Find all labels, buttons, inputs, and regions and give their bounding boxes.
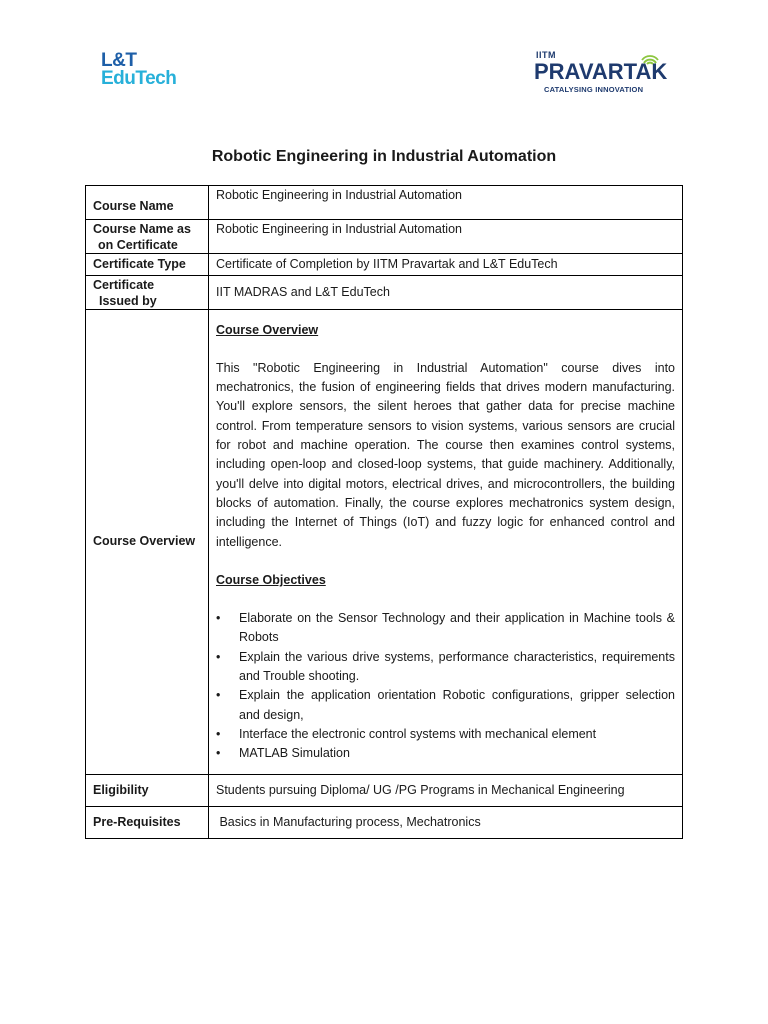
certificate-type-label: Certificate Type [86,254,209,276]
course-name-label: Course Name [86,186,209,220]
certificate-type-value: Certificate of Completion by IITM Pravartak and L&T EduTech [209,254,683,276]
certificate-issuer-label [86,276,209,310]
list-item: • Explain the various drive systems, performance characteristics, requirements and Trouble shooting. [216,649,675,683]
list-item: • Explain the application orientation Robotic configurations, gripper selection and design, [216,688,675,722]
list-item: • MATLAB Simulation [216,746,350,761]
objective-text: Interface the electronic control systems with mechanical element [239,726,597,741]
objective-text: Explain the application orientation Robotic configurations, gripper selection and design, [239,688,675,722]
page-title: Robotic Engineering in Industrial Automation [211,148,557,165]
overview-label: Course Overview [86,310,209,775]
table-row [86,254,683,276]
signal-icon [641,52,659,68]
overview-heading: Course Overview [216,322,319,337]
table-row [86,775,683,807]
objectives-heading: Course Objectives [216,572,326,587]
iitm-logo-big: PRAVARTAK [534,59,668,84]
objective-text: MATLAB Simulation [239,746,350,761]
lt-edutech-logo [101,52,176,88]
table-row [86,186,683,220]
eligibility-label: Eligibility [86,775,209,807]
table-row [86,220,683,254]
certificate-name-value: Robotic Engineering in Industrial Automation [209,220,683,254]
course-name-value: Robotic Engineering in Industrial Automation [209,186,683,220]
objective-text: Elaborate on the Sensor Technology and their application in Machine tools & Robots [239,611,675,645]
course-details-table [85,185,683,839]
prerequisites-value: Basics in Manufacturing process, Mechatronics [209,807,683,839]
certificate-issuer-label-l1: Certificate [93,277,155,292]
objectives-list [216,609,675,763]
certificate-name-label-l2: on Certificate [98,237,178,252]
certificate-name-label-l1: Course Name as [93,221,191,236]
iitm-pravartak-logo [533,50,668,96]
prerequisites-label: Pre-Requisites [86,807,209,839]
certificate-issuer-label-l2: Issued by [99,293,157,308]
list-item: • Elaborate on the Sensor Technology and their application in Machine tools & Robots [216,611,675,645]
list-item: • Interface the electronic control systems with mechanical element [216,726,597,741]
table-row [86,807,683,839]
certificate-issuer-value: IIT MADRAS and L&T EduTech [209,276,683,310]
iitm-logo-tagline: CATALYSING INNOVATION [544,85,644,94]
table-row [86,310,683,775]
overview-paragraph: This "Robotic Engineering in Industrial Automation" course dives into mechatronics, the fusion of engineering fields that drives modern manufacturing. You'll explore sensors, the silent heroes that gather data for precise machine control. From temperature sensors to vision systems, various sensors are crucial for robot and machine operation. The course then examines control systems, including open-loop and closed-loop systems, that guide machinery. Additionally, you'll delve into digital motors, electrical drives, and microcontrollers, the building blocks of automation. Finally, the course explores mechatronics system design, including the Internet of Things (IoT) and fuzzy logic for enhanced control and intelligence. [216,360,675,549]
lt-logo-line1: L&T [101,50,137,71]
lt-logo-line2: EduTech [101,68,177,89]
objective-text: Explain the various drive systems, performance characteristics, requirements and Trouble shooting. [239,649,675,683]
iitm-logo-small: IITM [536,50,556,60]
table-row [86,276,683,310]
certificate-name-label [86,220,209,254]
eligibility-value: Students pursuing Diploma/ UG /PG Programs in Mechanical Engineering [209,775,683,807]
overview-content [209,310,683,775]
